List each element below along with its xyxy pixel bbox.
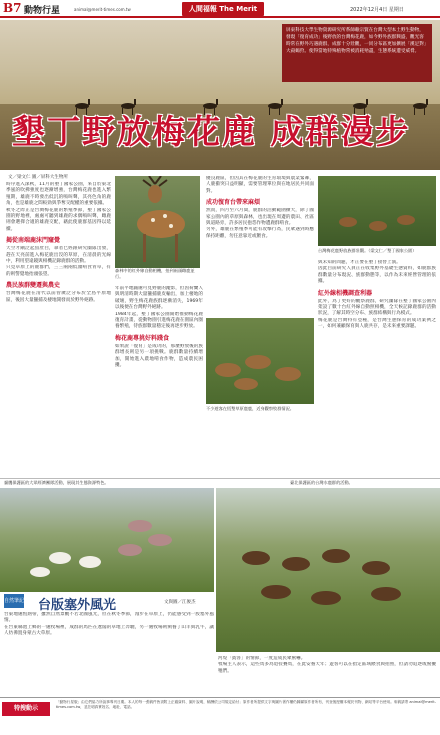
article-byline: 文／梁文仁 圖／屏科大生物所 bbox=[8, 175, 68, 180]
paragraph: 1984年起，墾丁國家公園開始推動梅花鹿復育計畫，從動物園引進梅花鹿在園區內圈養繁殖，待族群數量穩定後再逐步野放。 bbox=[115, 311, 203, 330]
paragraph: 優良鹿區，但因其在梅花鹿的生育環境與農業緊鄰，人鹿衝突日益明顯，需要管理單位與在地居民共同面對。 bbox=[206, 176, 314, 194]
paragraph: 天空才剛泛起魚肚白，筆者已經跟研究團隊出發，趕在天亮前進入梅花鹿出沒的草原，在清晨的光線中，利用望遠鏡與相機記錄鹿群的活動。 bbox=[6, 246, 111, 265]
article-column-4 bbox=[318, 260, 436, 331]
feature-body-right bbox=[218, 656, 436, 694]
lower-left-caption: 貓鷹保護區的大眾經濟團隊活動，展現其生態資源特色。 bbox=[4, 480, 109, 485]
paragraph: 秋冬之際正是台灣梅花鹿的繁殖季節，墾丁國家公園的野地裡，處處可聽到雄鹿的求偶鳴叫聲，雌鹿則會選擇合適的雄鹿交配，藉此使鹿群基因得以延續。 bbox=[6, 207, 111, 232]
herd-forest-caption: 台灣梅花鹿野放族群壯觀。（梁文仁／墾丁國家公園） bbox=[318, 248, 417, 253]
paragraph: 然而，四月至六月間，鹿群的活動範圍擴大，除了國家公園內的草原與森林，也出現在周邊的農田、社區與道路旁，許多居民抱怨作物遭鹿群啃食。 bbox=[206, 208, 314, 227]
subheading: 紅外線相機調查利器 bbox=[318, 289, 373, 297]
hero-intro-box: 屏東科技大學生物資源研究所系師賴宗賢在台灣大型本土野生動物，發現「復育成功」後野放的台灣梅花鹿，如今野外族群興盛，觀光客時常在野外巧遇鹿群，成群十分壯觀，一同分布區更加擴展「漢足對」大殺鶴狩。使得當地特殊植物常被消耗殆盡，生態系統遭受威脅。 bbox=[282, 24, 432, 82]
horses-running-photo bbox=[216, 488, 440, 652]
paragraph: 台灣梅花鹿在清代以前曾廣泛分布於全島平原地區，後因大量獵捕及棲地開發而於野外絕跡。 bbox=[6, 291, 111, 303]
paragraph: 在台東縣池上鄉的一處牧場裡，成群的馬匹在遼闊的草地上奔馳，另一處牧場則飼養了山羊與乳牛，讓人彷彿置身蒙古大草原。 bbox=[4, 624, 214, 637]
paragraph: 另外，雄鹿在繁殖季可能有攻擊行為，民眾遇到時應保持距離，勿任意靠近或餵食。 bbox=[206, 227, 314, 239]
deer-group-photo bbox=[206, 318, 314, 404]
section-name: 動物行星 bbox=[24, 6, 61, 16]
stag-photo-caption: 森林中的紅外線自動相機，拍到兩頭雌鹿並行。 bbox=[115, 268, 195, 279]
feature-body bbox=[4, 612, 214, 694]
subheading: 梅花鹿專挑好料踐食 bbox=[115, 334, 170, 342]
subheading: 揭從南端鹿沫門窿覺 bbox=[6, 237, 61, 245]
article-column-1 bbox=[6, 182, 111, 304]
section-divider bbox=[0, 478, 440, 479]
issue-date: 2022年12月4日 星期日 bbox=[350, 7, 404, 13]
feature-byline: 文與圖／江俊杰 bbox=[164, 600, 196, 605]
herd-forest-photo bbox=[318, 176, 436, 246]
goats-pasture-photo bbox=[0, 488, 214, 592]
paragraph: 年前平地隨處可見野鹿的蹤影，但因荷蘭人與明清時期大量獵捕鹿皮輸出，加上棲地的破壞，野生梅花鹿族群逐漸消失，1969年以後便在台灣野外絕跡。 bbox=[115, 286, 203, 311]
feature-title: 台版塞外風光 bbox=[38, 598, 117, 613]
lower-right-caption: 臺北保護區的台灣水鹿群的活動。 bbox=[290, 480, 353, 485]
paragraph: 梅花鹿是台灣特有亞種，是台灣生態保育的成功案例之一，如何兼顧保育與人鹿共存，是未來重要課題。 bbox=[318, 317, 436, 330]
notice-label: 特搜動示 bbox=[2, 702, 50, 716]
notice-text: 「動物行星版」由它們協力所說事專刊日期。本人的每一張稿件皆須附上正確資料、圖片說明，稿酬依公司規定給付；原作者所提供文字與圖片著作權仍歸屬原作者所有，刊登後授權本報於刊物、網站等平台使用。來稿請寄 animal@merit-times.com.tw，並註明真實姓名、地址、電話。 bbox=[56, 700, 436, 709]
paragraph: 台東地處恆熱帶，雖然自然景觀不若北國風光，但在秋冬季節，漫步在草原上，仍能感受到一股塞外風情。 bbox=[4, 612, 214, 624]
section-email: animal@merit-times.com.tw bbox=[74, 7, 131, 12]
article-column-2 bbox=[115, 286, 203, 369]
page-headline: 墾丁野放梅花鹿 成群漫步 bbox=[12, 112, 411, 151]
stag-photo bbox=[115, 176, 200, 268]
paragraph: 牧場主人表示，這些馬多為退役賽馬，在此安養天年；遊客可以在指定區域餵食與拍照，但請勿追逐或驚擾牠們。 bbox=[218, 662, 436, 674]
paragraph: 因此目前研究人員正在收集野外基礎生態資料，如鹿群族群數量分布現況、族群動態等，以作為未來經營管理的依據。 bbox=[318, 266, 436, 285]
paragraph: 河堤「賓客」的情節，一度造成民眾驚嚇。 bbox=[218, 656, 306, 661]
paragraph: 此外，為了更好的觀察鹿群，研究團隊在墾丁國家公園內架設了數十台紅外線自動照相機，全天候記錄鹿群的活動狀況，了解其時空分布、族群結構與行為模式。 bbox=[318, 298, 436, 317]
hero-banner bbox=[0, 20, 440, 170]
newspaper-brand: 人間福報 The Merit bbox=[182, 2, 264, 16]
subheading: 農民族群變遷與農史 bbox=[6, 282, 61, 290]
article-column-3 bbox=[206, 176, 314, 240]
paragraph: 只見草原上的鹿群們，三三兩兩低頭啃食青草，有的則警覺地抬頭張望。 bbox=[6, 265, 111, 277]
subheading: 成功復育台帶來麻煩 bbox=[206, 199, 261, 207]
paragraph: 時序進入深秋，11月的墾丁國家公園，來自於東北季風的吹拂強度也逐漸增強，台灣梅花鹿也進入繁殖期，雄鹿不時發出低沉的鳴叫聲，其亮色角的鹿角，也是雄鹿之間較勁與爭奪交配權的重要依據。 bbox=[6, 182, 111, 207]
feature-tag: 自然筆記 bbox=[4, 594, 24, 608]
masthead bbox=[0, 0, 440, 18]
notice-strip bbox=[0, 697, 440, 719]
paragraph: 與未知的問題，才正要在墾丁接替上演。 bbox=[318, 260, 401, 265]
deer-group-caption: 不少遊客在恆墾草原鹿鹿，近身觀察牧群情況。 bbox=[206, 406, 294, 411]
feature-header bbox=[4, 594, 214, 613]
section-code: B7 bbox=[3, 1, 22, 15]
paragraph: 如果說「復育」是成功的，那麼野放後的族群增長則是另一項挑戰。鹿群數量持續增加，開始進入農地啃食作物，造成農民困擾。 bbox=[115, 343, 203, 369]
